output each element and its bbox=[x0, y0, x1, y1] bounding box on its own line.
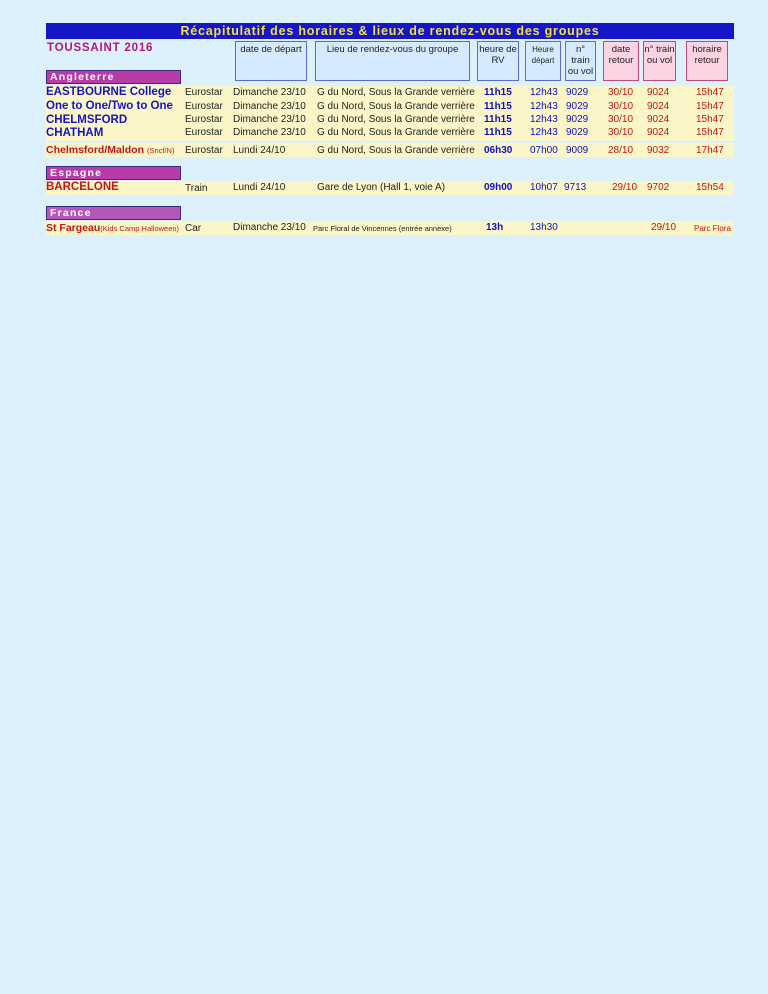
date-retour: 30/10 bbox=[608, 87, 634, 98]
lieu-rdv: G du Nord, Sous la Grande verrière bbox=[317, 127, 475, 138]
heure-rv: 13h bbox=[486, 222, 504, 233]
group-name: CHATHAM bbox=[46, 127, 104, 139]
header-lieu bbox=[315, 41, 470, 81]
transport: Eurostar bbox=[185, 127, 223, 138]
season-label: TOUSSAINT 2016 bbox=[47, 42, 154, 54]
horaire-retour: 15h47 bbox=[696, 114, 724, 125]
heure-depart: 07h00 bbox=[530, 145, 558, 156]
group-name: Chelmsford/Maldon bbox=[46, 144, 145, 156]
header-heure-rv bbox=[477, 41, 519, 81]
group-suffix: (Sncf/N) bbox=[146, 146, 175, 155]
header-date-retour-line1: date bbox=[611, 44, 631, 55]
date-retour: 30/10 bbox=[608, 114, 634, 125]
page-title: Récapitulatif des horaires & lieux de rendez-vous des groupes bbox=[46, 23, 734, 39]
transport: Eurostar bbox=[185, 101, 223, 112]
heure-depart: 12h43 bbox=[530, 101, 558, 112]
heure-depart: 12h43 bbox=[530, 114, 558, 125]
horaire-retour: 15h47 bbox=[696, 87, 724, 98]
heure-depart: 13h30 bbox=[530, 222, 558, 233]
group-name: BARCELONE bbox=[46, 181, 119, 193]
date-retour: 29/10 bbox=[612, 182, 638, 193]
lieu-rdv: Parc Floral de Vincennes (entrée annexe) bbox=[313, 224, 452, 233]
heure-rv: 09h00 bbox=[484, 182, 513, 193]
date-depart: Dimanche 23/10 bbox=[233, 114, 306, 125]
header-heure-depart-line2: départ bbox=[531, 56, 555, 65]
header-date-retour-line2: retour bbox=[608, 55, 634, 66]
header-train-retour-line1: n° train bbox=[644, 44, 675, 55]
train-retour: 9024 bbox=[647, 127, 670, 138]
transport: Eurostar bbox=[185, 87, 223, 98]
heure-depart: 12h43 bbox=[530, 87, 558, 98]
header-lieu-text: Lieu de rendez-vous du groupe bbox=[326, 44, 459, 55]
group-name: St Fargeau bbox=[46, 222, 101, 234]
group-name-row bbox=[46, 222, 179, 234]
header-train-retour bbox=[643, 41, 676, 81]
heure-depart: 10h07 bbox=[530, 182, 558, 193]
horaire-retour: 15h47 bbox=[696, 127, 724, 138]
header-train-line2: ou vol bbox=[567, 66, 594, 77]
header-heure-depart-line1: Heure bbox=[532, 45, 554, 54]
transport: Car bbox=[185, 223, 202, 234]
date-depart: Dimanche 23/10 bbox=[233, 101, 306, 112]
horaire-retour: Parc Flora bbox=[694, 224, 731, 233]
date-depart: Dimanche 23/10 bbox=[233, 127, 306, 138]
heure-rv: 11h15 bbox=[484, 101, 512, 112]
lieu-rdv: G du Nord, Sous la Grande verrière bbox=[317, 101, 475, 112]
lieu-rdv: G du Nord, Sous la Grande verrière bbox=[317, 114, 475, 125]
date-retour: 30/10 bbox=[608, 101, 634, 112]
heure-rv: 06h30 bbox=[484, 145, 513, 156]
train-retour: 9032 bbox=[647, 145, 670, 156]
train-aller: 9713 bbox=[564, 182, 587, 193]
group-name: CHELMSFORD bbox=[46, 114, 128, 126]
date-depart: Lundi 24/10 bbox=[233, 145, 286, 156]
transport: Eurostar bbox=[185, 114, 223, 125]
header-train-retour-line2: ou vol bbox=[646, 55, 673, 66]
date-retour: 28/10 bbox=[608, 145, 634, 156]
header-train bbox=[565, 41, 596, 81]
header-train-line1: n° train bbox=[571, 44, 590, 66]
header-heure-rv-line2: RV bbox=[491, 55, 505, 66]
train-aller: 9009 bbox=[566, 145, 589, 156]
date-retour: 29/10 bbox=[651, 222, 677, 233]
horaire-retour: 15h54 bbox=[696, 182, 724, 193]
train-aller: 9029 bbox=[566, 114, 589, 125]
lieu-rdv: G du Nord, Sous la Grande verrière bbox=[317, 145, 475, 156]
category-espagne: Espagne bbox=[46, 166, 181, 180]
header-horaire-retour-line1: horaire bbox=[692, 44, 722, 55]
date-depart: Dimanche 23/10 bbox=[233, 222, 306, 233]
heure-rv: 11h15 bbox=[484, 114, 512, 125]
header-heure-depart bbox=[525, 41, 561, 81]
group-name: One to One/Two to One bbox=[46, 100, 173, 112]
train-retour: 9024 bbox=[647, 101, 670, 112]
heure-depart: 12h43 bbox=[530, 127, 558, 138]
train-retour: 9702 bbox=[647, 182, 670, 193]
header-date-depart-text: date de départ bbox=[240, 44, 302, 55]
header-heure-rv-line1: heure de bbox=[479, 44, 517, 55]
group-suffix: (Kids Camp Halloween) bbox=[100, 224, 180, 233]
date-retour: 30/10 bbox=[608, 127, 634, 138]
header-date-retour bbox=[603, 41, 639, 81]
group-name-row bbox=[46, 144, 174, 156]
heure-rv: 11h15 bbox=[484, 87, 512, 98]
train-aller: 9029 bbox=[566, 101, 589, 112]
heure-rv: 11h15 bbox=[484, 127, 512, 138]
train-aller: 9029 bbox=[566, 127, 589, 138]
header-date-depart bbox=[235, 41, 307, 81]
train-retour: 9024 bbox=[647, 87, 670, 98]
date-depart: Lundi 24/10 bbox=[233, 182, 286, 193]
train-retour: 9024 bbox=[647, 114, 670, 125]
transport: Train bbox=[185, 183, 208, 194]
train-aller: 9029 bbox=[566, 87, 589, 98]
horaire-retour: 15h47 bbox=[696, 101, 724, 112]
group-name: EASTBOURNE College bbox=[46, 86, 172, 98]
category-angleterre: Angleterre bbox=[46, 70, 181, 84]
header-horaire-retour-line2: retour bbox=[694, 55, 720, 66]
lieu-rdv: G du Nord, Sous la Grande verrière bbox=[317, 87, 475, 98]
transport: Eurostar bbox=[185, 145, 223, 156]
header-horaire-retour bbox=[686, 41, 728, 81]
date-depart: Dimanche 23/10 bbox=[233, 87, 306, 98]
horaire-retour: 17h47 bbox=[696, 145, 724, 156]
lieu-rdv: Gare de Lyon (Hall 1, voie A) bbox=[317, 182, 446, 193]
category-france: France bbox=[46, 206, 181, 220]
